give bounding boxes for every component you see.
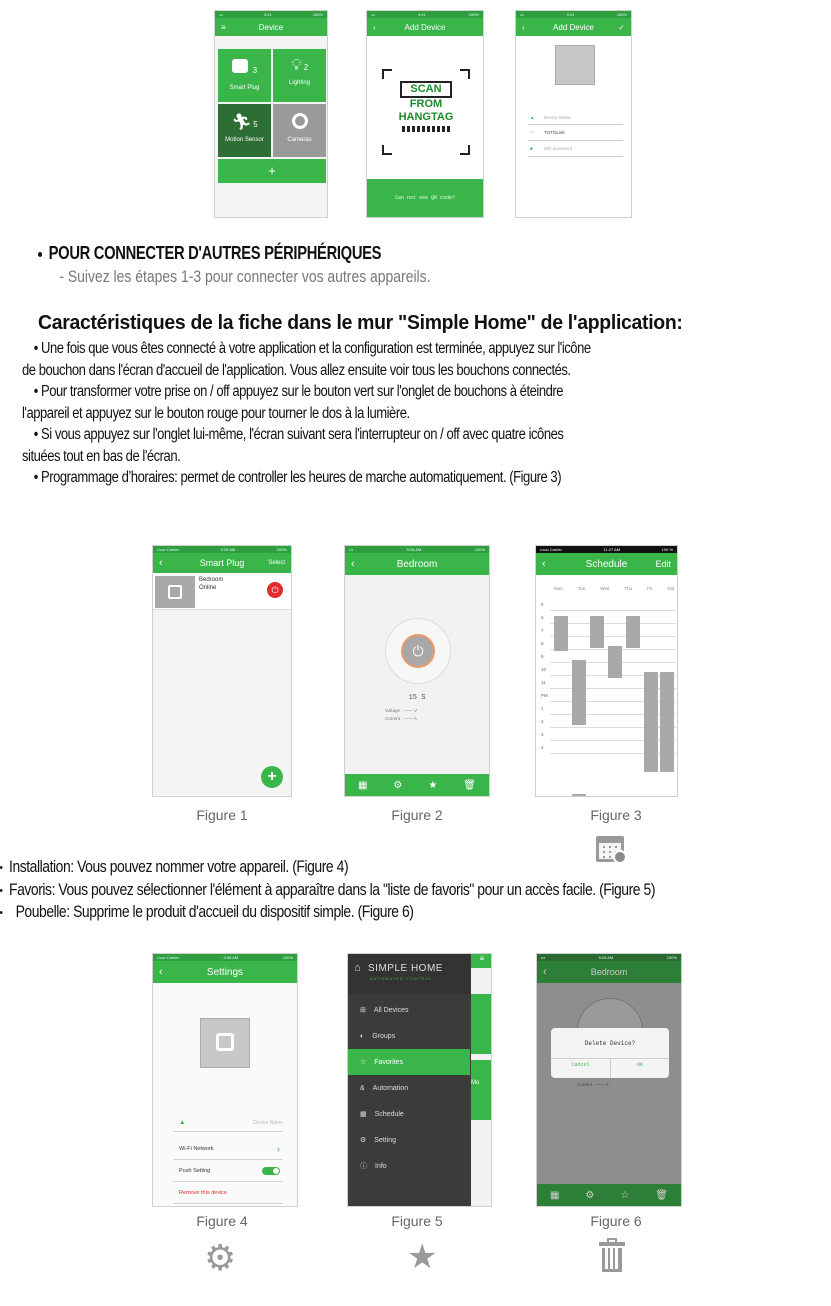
back-icon[interactable]: ‹ [522,22,525,32]
star-icon[interactable]: ☆ [620,1189,630,1201]
section-heading: POUR CONNECTER D'AUTRES PÉRIPHÉRIQUES [48,243,382,263]
menu-icon[interactable]: ≡ [221,22,226,32]
features-heading: Caractéristiques de la fiche dans le mur "Simple Home" de l'application: [38,312,683,334]
star-icon[interactable]: ★ [428,779,438,791]
star-icon: ★ [407,1238,438,1276]
device-photo[interactable] [200,1018,250,1068]
figure6-delete-screen: ••• 9:26 AM 100% ‹ Bedroom Delete Device? Cancel OK Current : —— A ▦ ⚙ ☆ 🗑︎ [536,953,682,1207]
nav-bar: ‹ Bedroom [345,553,489,575]
calendar-icon[interactable]: ▦ [357,779,368,791]
section-connect-others [38,243,430,287]
features-body: • Une fois que vous êtes connecté à votre application et la configuration est terminée, appuyez sur l'icône de bouchon dans l'écran d'accueil de l'application. Vous allez ensuite voir tous les bouchons connectés. • Pour transformer votre prise on / off appuyez sur le bouton vert sur l'onglet de bouchons à éteindre l'appareil et appuyez sur le bouton rouge pour tourner le dos à la lumière. • Si vous appuyez sur l'onglet lui-même, l'écran suivant sera l'interrupteur on / off avec quatre icônes situées tout en bas de l'écran. • Programmage d’horaires: permet de controller les heures de marche automatiquement. (Figure 3) [22,340,591,486]
schedule-block [644,672,658,772]
menu-all-devices[interactable]: ⊞ All Devices [360,1006,409,1014]
menu-favorites[interactable]: ☆ Favorites [348,1049,470,1075]
trash-icon [599,1238,625,1274]
back-icon[interactable]: ‹ [159,557,163,569]
menu-info[interactable]: ⓘ Info [360,1162,387,1170]
screen-title: Device [258,22,284,32]
trash-icon[interactable]: 🗑︎ [655,1189,668,1201]
trash-icon[interactable]: 🗑︎ [463,779,476,791]
user-icon: ▲ [179,1119,186,1126]
grid-icon: ⊞ [360,1007,366,1014]
back-icon[interactable]: ‹ [373,22,376,32]
hamburger-icon[interactable]: ≡ [471,954,492,968]
tile-motion-sensor[interactable]: 🏃︎ 5 Motion Sensor [218,104,271,157]
schedule-block [590,616,604,648]
nav-bar: ‹ Add Device [367,18,483,36]
back-icon[interactable]: ‹ [542,558,546,570]
gear-icon: ⚙ [360,1137,367,1144]
bulb-icon: 💡︎ [290,57,303,74]
nav-bar: ‹ Smart Plug Select [153,553,291,573]
section-subtext: - Suivez les étapes 1-3 pour connecter vos autres appareils. [59,267,431,286]
check-icon[interactable]: ✓ [618,22,625,32]
device-row[interactable]: Bedroom Online ⏻ [153,574,291,610]
figure1-caption: Figure 1 [196,807,248,823]
edit-button[interactable]: Edit [655,559,671,569]
back-icon[interactable]: ‹ [159,966,163,978]
plug-icon [232,59,248,73]
schedule-block [572,794,586,797]
figure5-menu-screen [347,953,492,1207]
power-off-button[interactable]: ⏻ [267,582,283,598]
schedule-block [626,616,640,648]
calendar-icon: ▦ [360,1111,367,1118]
push-setting-row[interactable]: Push Setting [173,1160,283,1182]
nav-bar: ‹ Add Device ✓ [516,18,631,36]
schedule-block [608,646,622,678]
schedule-block [660,672,674,772]
qr-help-bar[interactable]: Can not see QR code? [367,179,483,217]
menu-groups[interactable]: ◐ Groups [360,1032,396,1040]
camera-icon [292,113,308,129]
running-person-icon: 🏃︎ [231,114,252,131]
select-button[interactable]: Select [268,560,285,566]
add-plug-button[interactable]: + [261,766,283,788]
qr-code-graphic: SCAN FROM HANGTAG [396,81,456,141]
tile-lighting[interactable]: 💡︎ 2 Lighting [273,49,326,102]
wifi-field[interactable]: ◠ TOTOLink [528,125,623,141]
delete-dialog: Delete Device? Cancel OK [551,1028,669,1078]
device-name-field[interactable]: ▲ Device Name [528,111,623,125]
ok-button[interactable]: OK [636,1062,643,1068]
nav-bar: ‹ Bedroom [537,961,681,983]
toggle-switch[interactable] [262,1167,280,1175]
menu-schedule[interactable]: ▦ Schedule [360,1110,404,1118]
figure2-bedroom-screen: ••• 9:26 AM 100% ‹ Bedroom ⏻ 15 S Voltage : —— V Current : —— A ▦ ⚙ ★ 🗑︎ [344,545,490,797]
figure3-schedule-screen: •••oo Carrier 11:27 AM 100 % ‹ Schedule Edit Mon Tue Wed Thu Fri Sat 5 6 7 8 9 10 11 PM 1 2 3 4 [535,545,678,797]
back-icon[interactable]: ‹ [543,966,547,978]
info-icon: ⓘ [360,1163,367,1170]
schedule-grid: 5 6 7 8 9 10 11 PM 1 2 3 4 [536,598,677,797]
bottom-toolbar [537,1184,681,1206]
main-content-peek: ≡ Mo [471,954,492,1207]
star-icon: ☆ [360,1059,367,1066]
tile-cameras[interactable]: Cameras [273,104,326,157]
schedule-block [554,616,568,651]
nav-bar: ‹ Schedule Edit [536,553,677,575]
automation-icon: & [360,1084,365,1092]
menu-setting[interactable]: ⚙ Setting [360,1136,397,1144]
figure5-caption: Figure 5 [391,1213,443,1229]
figure1-smart-plug-screen: •••oo Carrier 9:26 AM 100% ‹ Smart Plug Select Bedroom Online ⏻ + [152,545,292,797]
nav-bar [215,18,327,36]
plug-thumbnail [155,576,195,608]
device-name-field[interactable]: ▲ Device Name [173,1114,283,1132]
gear-icon[interactable]: ⚙ [393,779,403,791]
bottom-toolbar [345,774,489,796]
add-device-form-screen: ••• 9:41 100% ‹ Add Device ✓ ▲ Device Name ◠ TOTOLink ■ Wifi password [515,10,632,218]
nav-bar: ‹ Settings [153,961,297,983]
figure4-settings-screen: •••oo Carrier 9:58 AM 100% ‹ Settings ▲ Device Name Wi-Fi Network › Push Setting Remove this device [152,953,298,1207]
figure2-caption: Figure 2 [391,807,443,823]
figure3-caption: Figure 3 [590,807,642,823]
calendar-icon[interactable]: ▦ [549,1189,560,1201]
gear-icon: ⚙ [204,1237,237,1278]
device-screen: ••• 9:41 100% ≡ Device 3 Smart Plug 💡︎ 2 Lighting 🏃︎ 5 Motion Sensor Cameras + [214,10,328,218]
gear-icon[interactable]: ⚙ [585,1189,595,1201]
scan-frame [382,69,470,155]
schedule-block [572,660,586,725]
chevron-right-icon: › [277,1143,280,1154]
menu-automation[interactable]: & Automation [360,1084,409,1092]
wifi-icon: ◠ [530,130,534,135]
device-image-placeholder[interactable] [555,45,595,85]
wifi-password-field[interactable]: ■ Wifi password [528,141,623,157]
remove-device-button[interactable]: Remove this device [173,1182,283,1204]
actions-list: Installation: Vous pouvez nommer votre appareil. (Figure 4) Favoris: Vous pouvez sélectionner l'élément à apparaître dans la "liste de favoris" pour un accès facile. (Figure 5) Poubelle: Supprime le produit d'accueil du dispositif simple. (Figure 6) [0,856,655,924]
side-menu [348,997,470,1179]
add-device-button[interactable]: + [218,159,326,183]
figure6-caption: Figure 6 [590,1213,642,1229]
cancel-button[interactable]: Cancel [571,1062,590,1068]
groups-icon: ◐ [360,1032,365,1040]
house-logo-icon: ⌂ [354,962,361,974]
brand-header: ⌂ SIMPLE HOME AUTOMATED CONTROL [348,954,470,994]
figure4-caption: Figure 4 [196,1213,248,1229]
tile-smart-plug[interactable]: 3 Smart Plug [218,49,271,102]
wifi-network-row[interactable]: Wi-Fi Network › [173,1138,283,1160]
lock-icon: ■ [530,146,533,151]
power-dial[interactable]: ⏻ [385,618,451,684]
back-icon[interactable]: ‹ [351,558,355,570]
add-device-scan-screen: ••• 9:41 100% ‹ Add Device SCAN FROM HANGTAG Can not see QR code? [366,10,484,218]
schedule-days: Mon Tue Wed Thu Fri Sat [554,586,674,591]
